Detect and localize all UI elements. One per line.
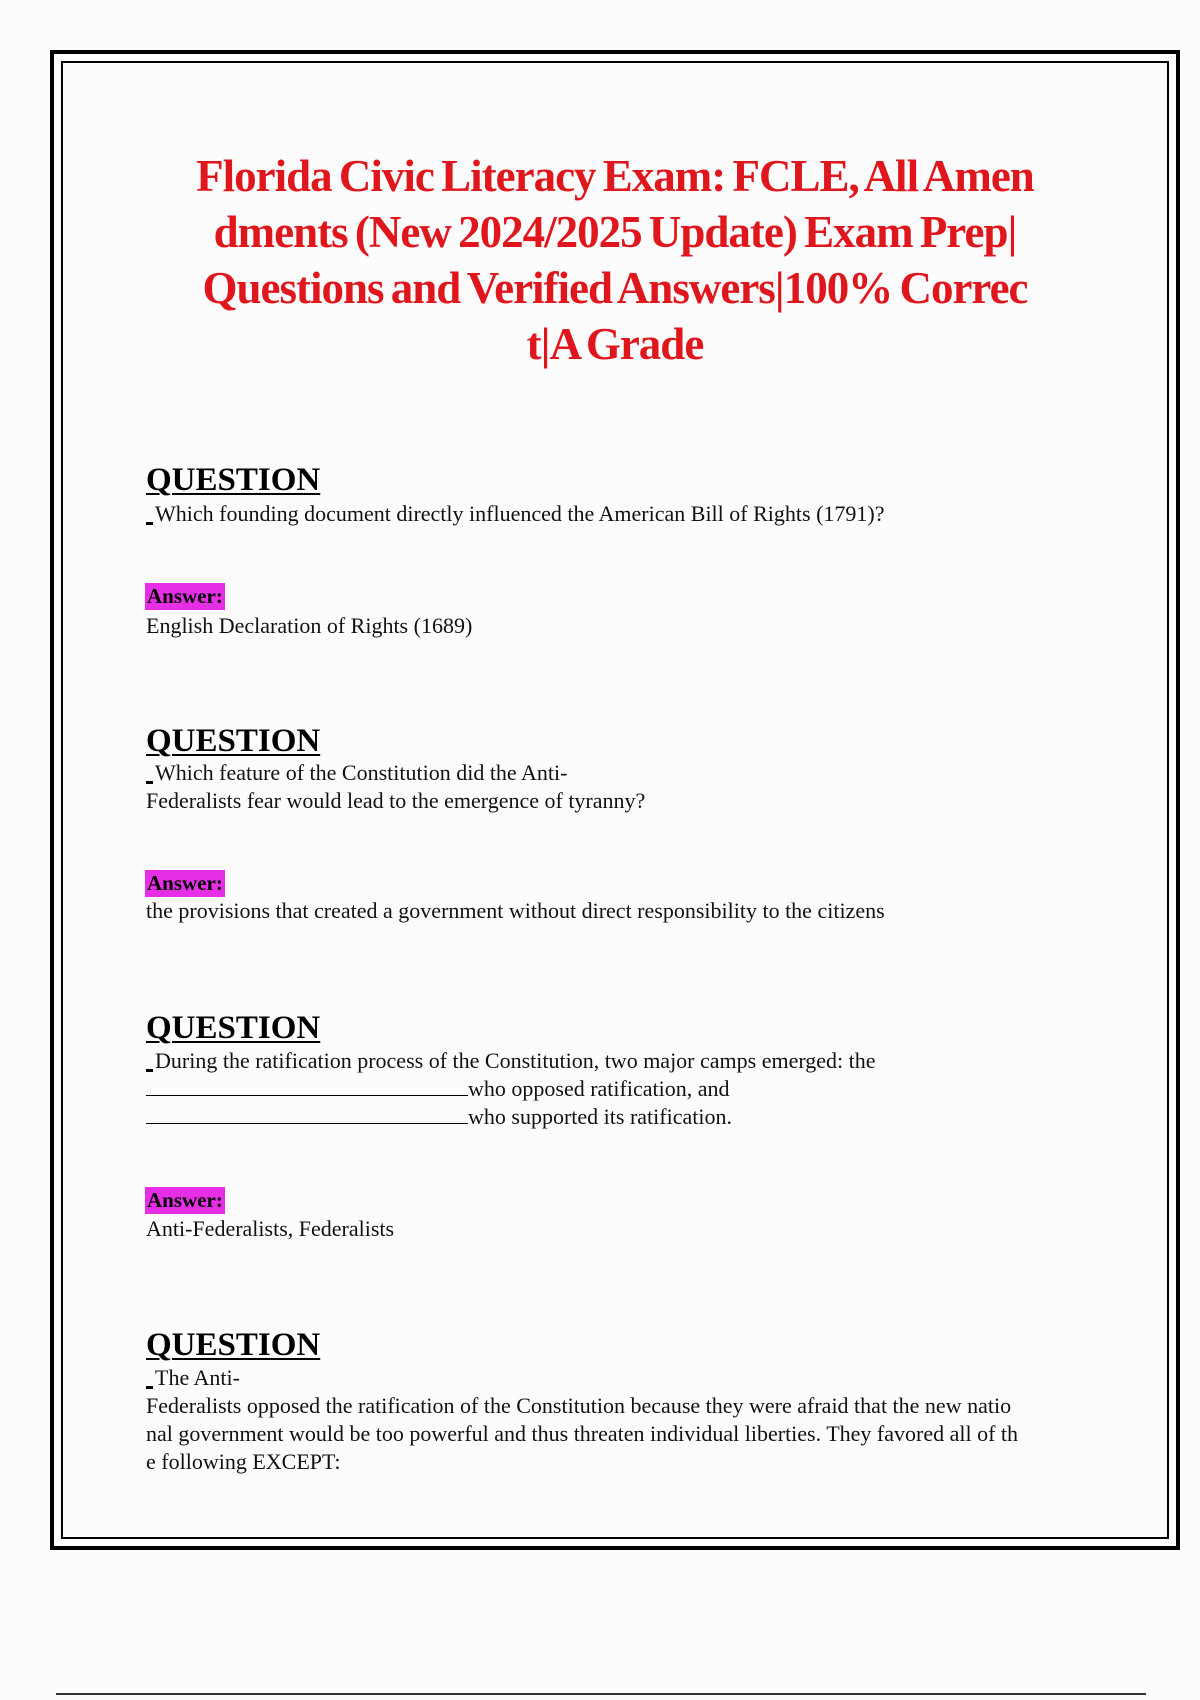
footer-rule [56, 1693, 1146, 1695]
answer-label-1: Answer: [147, 584, 223, 608]
title-line: Questions and Verified Answers|100% Correc [202, 263, 1028, 313]
question-heading-3: QUESTION [146, 1010, 321, 1046]
answer-label-2: Answer: [147, 871, 223, 895]
answer-text-2: the provisions that created a government without direct responsibility to the citizens [146, 898, 885, 923]
answer-label-3: Answer: [147, 1188, 223, 1212]
fill-in-blank [146, 1075, 468, 1096]
answer-text-1: English Declaration of Rights (1689) [146, 613, 473, 638]
question-heading-1: QUESTION [146, 462, 321, 498]
question-line: Which founding document directly influenced the American Bill of Rights (1791)? [155, 501, 885, 526]
question-line: who opposed ratification, and [468, 1076, 730, 1101]
question-line: e following EXCEPT: [146, 1449, 341, 1474]
fill-in-blank [146, 1103, 468, 1124]
question-line: The Anti- [155, 1365, 240, 1390]
bullet-mark [146, 1069, 153, 1072]
question-heading-4: QUESTION [146, 1327, 321, 1363]
question-line: Federalists fear would lead to the emergence of tyranny? [146, 788, 646, 813]
bullet-mark [146, 522, 153, 525]
question-line: Which feature of the Constitution did the Anti- [155, 760, 568, 785]
question-heading-2: QUESTION [146, 723, 321, 759]
question-line: During the ratification process of the Constitution, two major camps emerged: the [155, 1048, 876, 1073]
bullet-mark [146, 1386, 153, 1389]
question-line: Federalists opposed the ratification of the Constitution because they were afraid that the new natio [146, 1393, 1012, 1418]
title-line: Florida Civic Literacy Exam: FCLE, All Amen [196, 151, 1034, 201]
title-line: t|A Grade [526, 319, 704, 369]
answer-text-3: Anti-Federalists, Federalists [146, 1216, 395, 1241]
question-line: who supported its ratification. [468, 1104, 732, 1129]
question-text-2 [146, 759, 1106, 815]
bullet-mark [146, 781, 153, 784]
document-title [145, 148, 1085, 372]
question-text-1 [146, 500, 1106, 528]
title-line: dments (New 2024/2025 Update) Exam Prep| [213, 207, 1017, 257]
question-text-4 [146, 1364, 1106, 1476]
question-line: nal government would be too powerful and thus threaten individual liberties. They favored all of th [146, 1421, 1019, 1446]
question-text-3 [146, 1047, 1106, 1131]
